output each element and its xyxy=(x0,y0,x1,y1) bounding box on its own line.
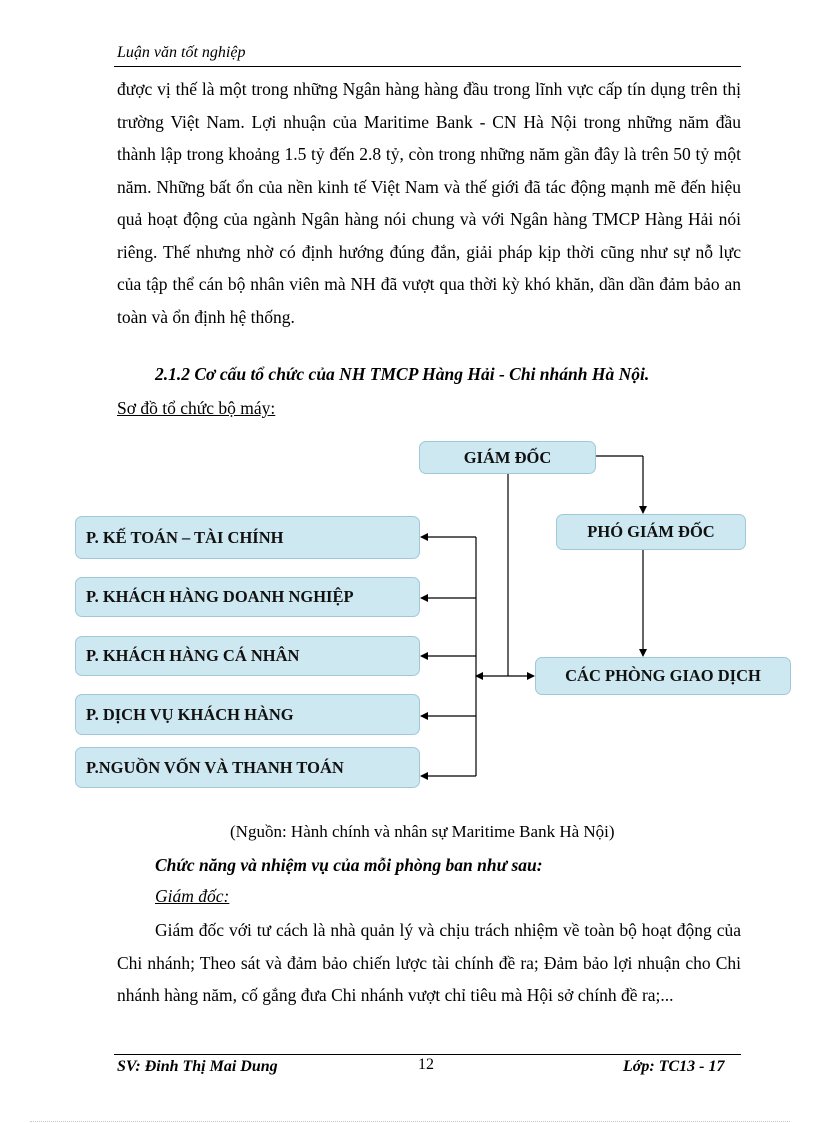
header-rule xyxy=(114,66,741,67)
org-chart-label: Sơ đồ tổ chức bộ máy: xyxy=(117,398,276,418)
footer-student: SV: Đinh Thị Mai Dung xyxy=(117,1058,278,1075)
transaction-offices-box: CÁC PHÒNG GIAO DỊCH xyxy=(535,657,791,695)
footer-class: Lớp: TC13 - 17 xyxy=(623,1058,725,1075)
source-note: (Nguồn: Hành chính và nhân sự Maritime Bank Hà Nội) xyxy=(230,822,615,841)
functions-heading: Chức năng và nhiệm vụ của mỗi phòng ban như sau: xyxy=(155,855,543,875)
running-header: Luận văn tốt nghiệp xyxy=(117,44,246,61)
body-paragraph: được vị thế là một trong những Ngân hàng hàng đầu trong lĩnh vực cấp tín dụng trên thị trường Việt Nam. Lợi nhuận của Maritime Bank - CN Hà Nội trong những năm đầu thành lập trong khoảng 1.5 tỷ đến 2.8 tỷ, còn trong những năm gần đây là trên 50 tỷ một năm. Những bất ổn của nền kinh tế Việt Nam và thế giới đã tác động mạnh mẽ đến hiệu quả hoạt động của ngành Ngân hàng nói chung và với Ngân hàng TMCP Hàng Hải nói riêng. Thế nhưng nhờ có định hướng đúng đắn, giải pháp kịp thời cũng như sự nỗ lực của tập thể cán bộ nhân viên mà NH đã vượt qua thời kỳ khó khăn, dần dần đảm bảo an toàn và ổn định hệ thống. xyxy=(117,79,741,327)
director-label: Giám đốc: xyxy=(155,886,230,906)
deputy-director-box: PHÓ GIÁM ĐỐC xyxy=(556,514,746,550)
page-number: 12 xyxy=(418,1056,434,1073)
department-box-accounting: P. KẾ TOÁN – TÀI CHÍNH xyxy=(75,516,420,559)
department-box-capital: P.NGUỒN VỐN VÀ THANH TOÁN xyxy=(75,747,420,788)
footer-rule xyxy=(114,1054,741,1055)
page-bottom-divider xyxy=(30,1121,790,1122)
department-box-service: P. DỊCH VỤ KHÁCH HÀNG xyxy=(75,694,420,735)
department-box-corporate: P. KHÁCH HÀNG DOANH NGHIỆP xyxy=(75,577,420,617)
director-box: GIÁM ĐỐC xyxy=(419,441,596,474)
department-box-individual: P. KHÁCH HÀNG CÁ NHÂN xyxy=(75,636,420,676)
director-description: Giám đốc với tư cách là nhà quản lý và chịu trách nhiệm về toàn bộ hoạt động của Chi nhánh; Theo sát và đảm bảo chiến lược tài chính đề ra; Đảm bảo lợi nhuận cho Chi nhánh hàng năm, cố gắng đưa Chi nhánh vượt chỉ tiêu mà Hội sở chính đề ra;... xyxy=(117,920,741,1005)
section-heading: 2.1.2 Cơ cấu tổ chức của NH TMCP Hàng Hải - Chi nhánh Hà Nội. xyxy=(155,364,650,384)
